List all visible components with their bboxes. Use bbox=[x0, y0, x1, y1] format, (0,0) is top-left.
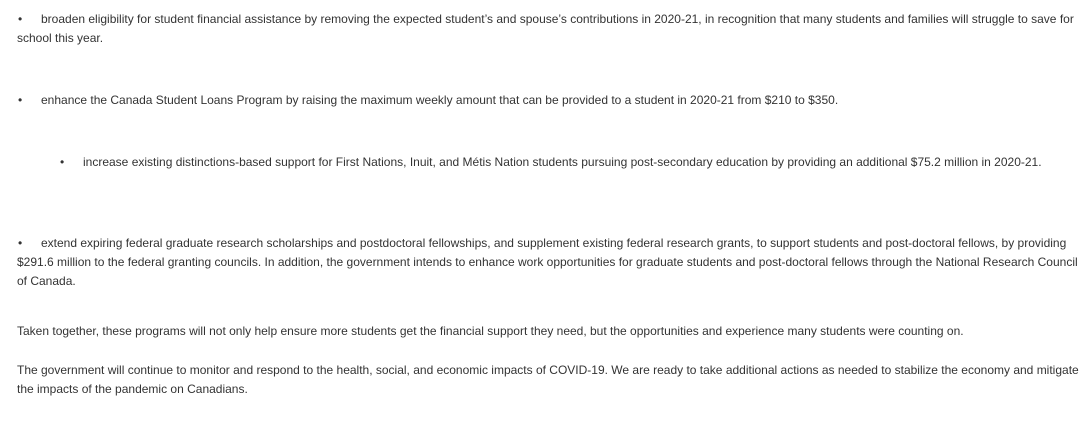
bullet-item-eligibility bbox=[17, 10, 1080, 48]
bullet-item-research bbox=[17, 234, 1080, 291]
paragraph-monitoring: The government will continue to monitor and respond to the health, social, and economic impacts of COVID-19. We are ready to take additional actions as needed to stabilize the economy and mitigate the impacts of the pandemic on Canadians. bbox=[17, 363, 1079, 396]
bullet-text: extend expiring federal graduate research scholarships and postdoctoral fellowships, and supplement existing federal research grants, to support students and post-doctoral fellows, by providing $291.6 million to the federal granting councils. In addition, the government intends to enhance work opportunities for graduate students and post-doctoral fellows through the National Research Council of Canada. bbox=[17, 236, 1078, 288]
bullet-marker: • bbox=[60, 155, 65, 169]
bullet-marker: • bbox=[18, 12, 23, 26]
bullet-item-loans bbox=[17, 91, 1077, 110]
bullet-marker: • bbox=[18, 236, 23, 250]
bullet-text: broaden eligibility for student financial assistance by removing the expected student’s and spouse’s contributions in 2020-21, in recognition that many students and families will struggle to save for school this year. bbox=[17, 12, 1074, 45]
bullet-item-indigenous-support bbox=[59, 153, 1069, 172]
paragraph-summary: Taken together, these programs will not only help ensure more students get the financial support they need, but the opportunities and experience many students were counting on. bbox=[17, 324, 964, 338]
bullet-text: enhance the Canada Student Loans Program by raising the maximum weekly amount that can be provided to a student in 2020-21 from $210 to $350. bbox=[41, 93, 839, 107]
bullet-marker: • bbox=[18, 93, 23, 107]
bullet-text: increase existing distinctions-based support for First Nations, Inuit, and Métis Nation students pursuing post-secondary education by providing an additional $75.2 million in 2020-21. bbox=[83, 155, 1042, 169]
